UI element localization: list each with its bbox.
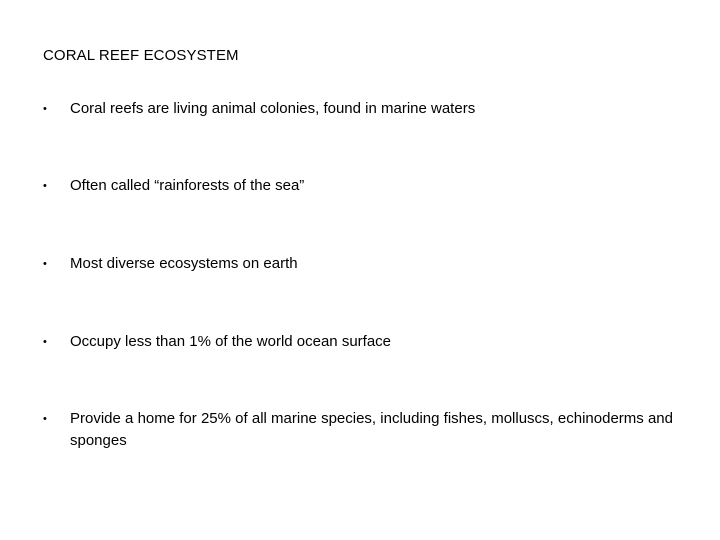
bullet-icon: •	[43, 413, 47, 425]
bullet-text: Coral reefs are living animal colonies, found in marine waters	[70, 100, 476, 117]
bullet-item	[43, 331, 673, 353]
bullet-text: Often called “rainforests of the sea”	[70, 177, 305, 194]
bullet-icon: •	[43, 180, 47, 192]
bullet-item	[43, 98, 673, 120]
bullet-item	[43, 408, 673, 452]
bullet-icon: •	[43, 258, 47, 270]
bullet-text: Occupy less than 1% of the world ocean surface	[70, 333, 392, 350]
bullet-icon: •	[43, 336, 47, 348]
bullet-icon: •	[43, 103, 47, 115]
bullet-text: Most diverse ecosystems on earth	[70, 255, 298, 272]
slide-title: CORAL REEF ECOSYSTEM	[43, 47, 239, 64]
bullet-text: Provide a home for 25% of all marine species, including fishes, molluscs, echinoderms and sponges	[70, 410, 673, 449]
bullet-item	[43, 175, 673, 197]
bullet-item	[43, 253, 673, 275]
